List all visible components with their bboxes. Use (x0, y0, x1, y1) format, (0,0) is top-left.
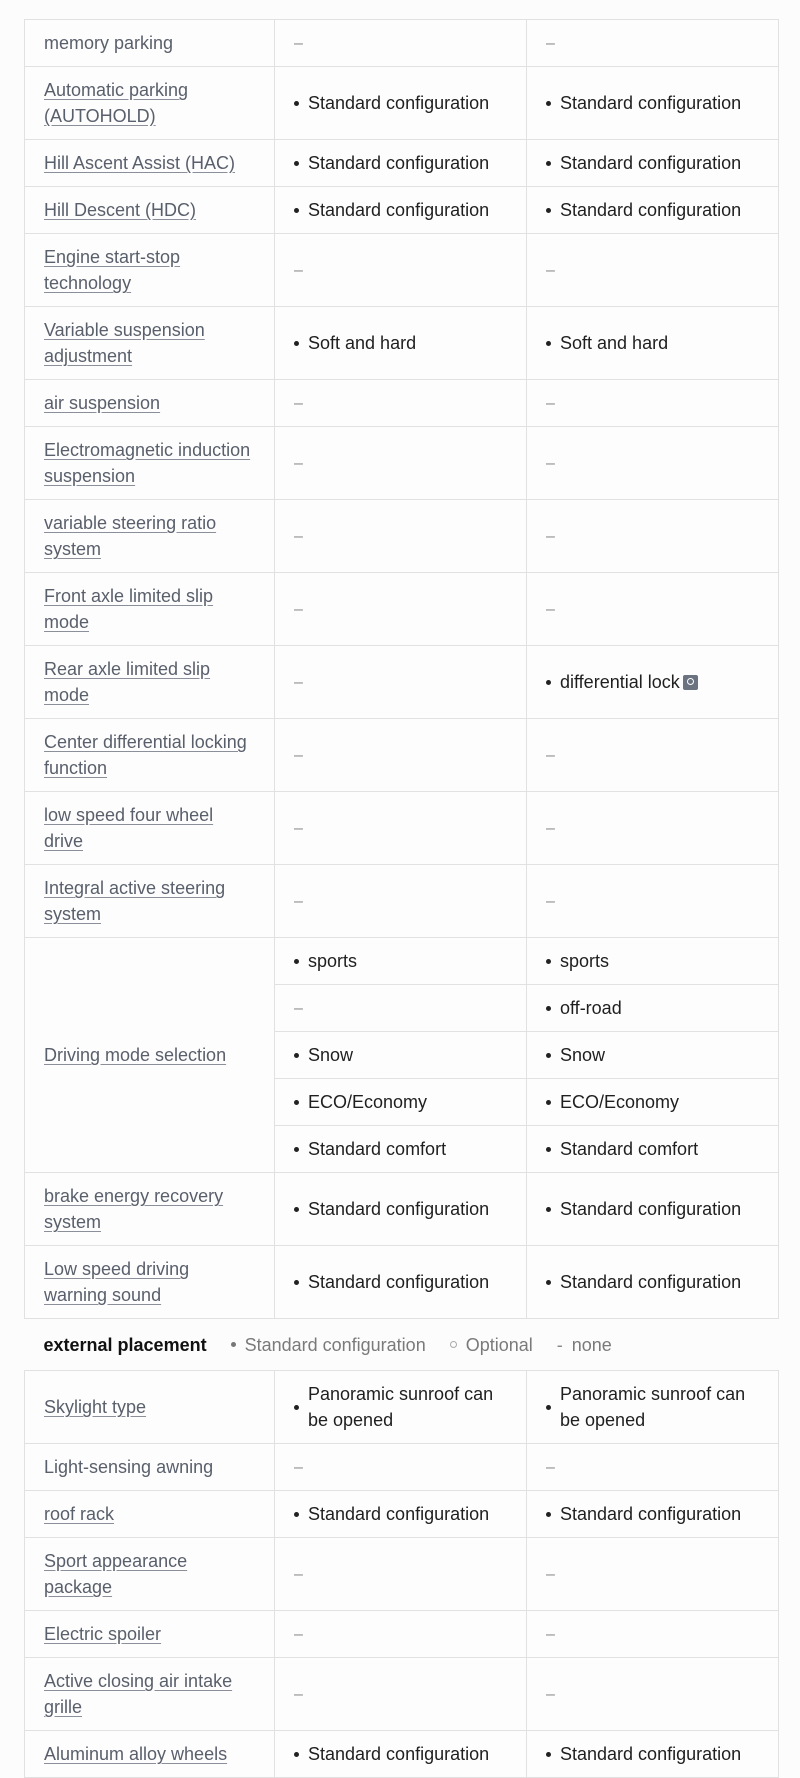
feature-name-cell (25, 1371, 275, 1444)
feature-value-cell (527, 140, 779, 187)
optional-circle-icon (450, 1341, 457, 1348)
feature-value-cell (275, 1246, 527, 1319)
none-dash: – (546, 1686, 555, 1703)
feature-value-cell (527, 20, 779, 67)
value-text: Soft and hard (560, 333, 669, 353)
feature-value-cell (527, 307, 779, 380)
section-title: external placement (43, 1334, 207, 1355)
legend-label: Standard configuration (244, 1334, 426, 1355)
standard-bullet-icon (294, 208, 299, 213)
feature-value-cell (527, 646, 779, 719)
table-row (25, 20, 779, 67)
feature-name-cell (25, 427, 275, 500)
standard-bullet-icon (294, 101, 299, 106)
feature-value-cell (275, 646, 527, 719)
feature-name-link[interactable]: Engine start-stop technology (44, 247, 181, 293)
value-text: sports (308, 951, 358, 971)
feature-value-cell (275, 140, 527, 187)
feature-name-cell (25, 1444, 275, 1491)
standard-bullet-icon (546, 680, 551, 685)
none-dash: – (546, 1626, 555, 1643)
standard-bullet-icon (294, 1207, 299, 1212)
feature-name-link[interactable]: Low speed driving warning sound (44, 1259, 190, 1305)
value-item (546, 1501, 759, 1527)
table-row (25, 307, 779, 380)
feature-value-cell (275, 1032, 527, 1079)
none-dash: – (546, 35, 555, 52)
feature-value-cell (275, 865, 527, 938)
feature-value-cell (527, 792, 779, 865)
feature-name-cell (25, 1731, 275, 1778)
none-dash: – (546, 262, 555, 279)
feature-name-cell (25, 187, 275, 234)
feature-value-cell (527, 427, 779, 500)
legend-label: Optional (465, 1334, 533, 1355)
table-row (25, 719, 779, 792)
feature-name-cell (25, 1173, 275, 1246)
standard-bullet-icon (546, 341, 551, 346)
value-item (546, 1269, 759, 1295)
feature-value-cell (275, 719, 527, 792)
value-text: Standard configuration (308, 1272, 490, 1292)
standard-bullet-icon (546, 959, 551, 964)
feature-name-cell (25, 1611, 275, 1658)
feature-name-cell (25, 234, 275, 307)
value-item (546, 1042, 759, 1068)
value-text: Panoramic sunroof can be opened (308, 1384, 494, 1430)
standard-bullet-icon (294, 1100, 299, 1105)
feature-name-link[interactable]: Skylight type (44, 1397, 147, 1417)
none-dash: – (546, 1459, 555, 1476)
value-item (294, 1741, 507, 1767)
none-dash: – (294, 1000, 303, 1017)
feature-name-cell (25, 1491, 275, 1538)
feature-value-cell (275, 380, 527, 427)
feature-value-cell (527, 1246, 779, 1319)
feature-name-link[interactable]: Variable suspension adjustment (44, 320, 205, 366)
feature-name-cell (25, 938, 275, 1173)
value-text: Standard configuration (308, 1199, 490, 1219)
standard-bullet-icon (294, 1053, 299, 1058)
value-item (294, 197, 507, 223)
feature-value-cell (275, 187, 527, 234)
feature-name-link[interactable]: low speed four wheel drive (44, 805, 214, 851)
feature-value-cell (275, 1371, 527, 1444)
table-row (25, 234, 779, 307)
standard-bullet-icon (546, 1207, 551, 1212)
none-dash: – (294, 1686, 303, 1703)
feature-name-link[interactable]: Automatic parking (AUTOHOLD) (44, 80, 189, 126)
value-text: Snow (308, 1045, 354, 1065)
none-dash: – (294, 395, 303, 412)
value-text: Standard comfort (560, 1139, 699, 1159)
standard-bullet-icon (546, 208, 551, 213)
feature-name-link[interactable]: Integral active steering system (44, 878, 226, 924)
none-dash: – (294, 674, 303, 691)
value-text: Standard configuration (308, 153, 490, 173)
feature-name-link[interactable]: air suspension (44, 393, 161, 413)
table-row (25, 1611, 779, 1658)
value-text: Standard configuration (308, 1504, 490, 1524)
table-row (25, 67, 779, 140)
feature-value-cell (275, 1491, 527, 1538)
feature-name-cell (25, 1246, 275, 1319)
feature-value-cell (275, 1444, 527, 1491)
value-item (546, 1741, 759, 1767)
value-text: ECO/Economy (560, 1092, 680, 1112)
feature-value-cell (527, 1126, 779, 1173)
feature-name-link[interactable]: Front axle limited slip mode (44, 586, 214, 632)
table-row (25, 140, 779, 187)
feature-value-cell (527, 985, 779, 1032)
feature-value-cell (275, 573, 527, 646)
feature-value-cell (527, 573, 779, 646)
legend-optional (450, 1332, 533, 1358)
value-item (546, 1196, 759, 1222)
spec-table (24, 19, 779, 1778)
value-text: Standard configuration (560, 1504, 742, 1524)
value-item (294, 1381, 507, 1433)
feature-value-cell (527, 1032, 779, 1079)
value-text: Soft and hard (308, 333, 417, 353)
feature-value-cell (527, 1491, 779, 1538)
feature-name-link[interactable]: brake energy recovery system (44, 1186, 224, 1232)
feature-name-cell (25, 380, 275, 427)
none-dash: – (294, 528, 303, 545)
none-dash: – (294, 1566, 303, 1583)
value-text: Standard configuration (308, 200, 490, 220)
feature-value-cell (275, 1658, 527, 1731)
feature-name-cell (25, 1538, 275, 1611)
none-dash: – (546, 1566, 555, 1583)
feature-name-link[interactable]: Hill Ascent Assist (HAC) (44, 153, 236, 173)
table-row (25, 1173, 779, 1246)
none-dash: – (294, 262, 303, 279)
feature-name-link[interactable]: Sport appearance package (44, 1551, 188, 1597)
feature-value-cell (275, 67, 527, 140)
feature-name-link[interactable]: Electromagnetic induction suspension (44, 440, 251, 486)
standard-bullet-icon (546, 101, 551, 106)
feature-value-cell (527, 1444, 779, 1491)
feature-name-cell (25, 500, 275, 573)
value-item (294, 1269, 507, 1295)
value-item (294, 1042, 507, 1068)
value-item (546, 948, 759, 974)
table-row (25, 865, 779, 938)
feature-name-cell (25, 792, 275, 865)
standard-bullet-icon (294, 341, 299, 346)
value-text: differential lock (560, 672, 680, 692)
value-item (294, 1501, 507, 1527)
none-dash: – (546, 820, 555, 837)
standard-bullet-icon (294, 1752, 299, 1757)
feature-value-cell (275, 1126, 527, 1173)
table-row (25, 380, 779, 427)
feature-value-cell (275, 307, 527, 380)
feature-name-link[interactable]: roof rack (44, 1504, 115, 1524)
feature-value-cell (527, 1611, 779, 1658)
value-item (294, 1136, 507, 1162)
table-row (25, 1371, 779, 1444)
feature-name-cell (25, 307, 275, 380)
feature-value-cell (527, 1173, 779, 1246)
none-dash: – (294, 1459, 303, 1476)
value-text: Snow (560, 1045, 606, 1065)
feature-name-label: Light-sensing awning (44, 1457, 214, 1477)
value-text: Standard configuration (560, 1744, 742, 1764)
feature-name-cell (25, 719, 275, 792)
feature-value-cell (275, 427, 527, 500)
table-row (25, 1731, 779, 1778)
value-item (546, 1089, 759, 1115)
value-item (294, 150, 507, 176)
none-dash: – (294, 601, 303, 618)
feature-value-cell (527, 500, 779, 573)
table-row (25, 646, 779, 719)
feature-value-cell (527, 234, 779, 307)
feature-name-link[interactable]: Hill Descent (HDC) (44, 200, 197, 220)
section-header-cell (25, 1319, 779, 1371)
table-row (25, 500, 779, 573)
standard-bullet-icon (546, 1512, 551, 1517)
value-text: sports (560, 951, 610, 971)
value-item (294, 90, 507, 116)
value-text: Standard configuration (560, 200, 742, 220)
feature-value-cell (275, 792, 527, 865)
value-item (546, 90, 759, 116)
value-text: off-road (560, 998, 622, 1018)
none-dash: – (294, 35, 303, 52)
legend-label: none (571, 1334, 612, 1355)
feature-name-cell (25, 646, 275, 719)
standard-bullet-icon (546, 1147, 551, 1152)
value-text: Standard configuration (560, 1199, 742, 1219)
standard-bullet-icon (294, 959, 299, 964)
value-item (546, 150, 759, 176)
value-text: Standard configuration (560, 153, 742, 173)
value-item (546, 197, 759, 223)
feature-value-cell (527, 1731, 779, 1778)
table-row (25, 1444, 779, 1491)
table-row (25, 427, 779, 500)
feature-value-cell (527, 719, 779, 792)
table-row (25, 792, 779, 865)
value-text: Standard comfort (308, 1139, 447, 1159)
feature-value-cell (527, 187, 779, 234)
feature-value-cell (275, 20, 527, 67)
table-row (25, 187, 779, 234)
value-text: ECO/Economy (308, 1092, 428, 1112)
value-text: Standard configuration (560, 93, 742, 113)
standard-bullet-icon (294, 161, 299, 166)
standard-bullet-icon (546, 1280, 551, 1285)
feature-value-cell (275, 1173, 527, 1246)
legend-standard (231, 1332, 426, 1358)
feature-name-cell (25, 1658, 275, 1731)
value-text: Standard configuration (560, 1272, 742, 1292)
section-header (44, 1332, 760, 1358)
feature-name-link[interactable]: Aluminum alloy wheels (44, 1744, 228, 1764)
none-dash: – (546, 893, 555, 910)
value-text: Standard configuration (308, 1744, 490, 1764)
feature-name-link[interactable]: Active closing air intake grille (44, 1671, 233, 1717)
feature-name-link[interactable]: Electric spoiler (44, 1624, 162, 1644)
feature-name-cell (25, 20, 275, 67)
table-row (25, 1491, 779, 1538)
feature-name-link[interactable]: Center differential locking function (44, 732, 247, 778)
none-dash: – (546, 455, 555, 472)
standard-bullet-icon (546, 1405, 551, 1410)
none-dash: – (294, 455, 303, 472)
feature-value-cell (275, 985, 527, 1032)
none-dash: – (546, 601, 555, 618)
standard-bullet-icon (294, 1405, 299, 1410)
feature-name-cell (25, 67, 275, 140)
feature-name-link[interactable]: Driving mode selection (44, 1045, 227, 1065)
feature-value-cell (527, 938, 779, 985)
none-dash-icon: - (556, 1334, 563, 1355)
feature-value-cell (275, 234, 527, 307)
standard-bullet-icon (546, 1053, 551, 1058)
feature-value-cell (527, 380, 779, 427)
feature-value-cell (275, 938, 527, 985)
value-item (546, 1136, 759, 1162)
standard-bullet-icon (546, 1752, 551, 1757)
feature-name-cell (25, 865, 275, 938)
table-row (25, 1538, 779, 1611)
value-item (546, 995, 759, 1021)
none-dash: – (546, 747, 555, 764)
table-row (25, 1658, 779, 1731)
none-dash: – (294, 820, 303, 837)
value-item (294, 1196, 507, 1222)
value-item (546, 669, 759, 695)
none-dash: – (546, 528, 555, 545)
value-text: Standard configuration (308, 93, 490, 113)
spec-table-container (24, 19, 778, 1778)
legend-none (557, 1332, 612, 1358)
feature-value-cell (275, 1079, 527, 1126)
feature-value-cell (275, 1538, 527, 1611)
feature-name-cell (25, 140, 275, 187)
feature-value-cell (527, 1538, 779, 1611)
none-dash: – (294, 1626, 303, 1643)
standard-bullet-icon (294, 1147, 299, 1152)
value-text: Panoramic sunroof can be opened (560, 1384, 746, 1430)
feature-value-cell (275, 1731, 527, 1778)
feature-value-cell (275, 1611, 527, 1658)
feature-value-cell (527, 1079, 779, 1126)
value-item (294, 330, 507, 356)
standard-bullet-icon (231, 1342, 236, 1347)
value-item (546, 330, 759, 356)
standard-bullet-icon (546, 1006, 551, 1011)
standard-bullet-icon (546, 161, 551, 166)
search-icon[interactable] (683, 675, 698, 690)
table-row (25, 573, 779, 646)
none-dash: – (294, 747, 303, 764)
none-dash: – (546, 395, 555, 412)
table-row (25, 1246, 779, 1319)
standard-bullet-icon (294, 1280, 299, 1285)
table-row (25, 938, 779, 985)
value-item (294, 1089, 507, 1115)
section-header-row (25, 1319, 779, 1371)
feature-name-link[interactable]: Rear axle limited slip mode (44, 659, 211, 705)
feature-value-cell (527, 865, 779, 938)
standard-bullet-icon (294, 1512, 299, 1517)
feature-name-link[interactable]: variable steering ratio system (44, 513, 217, 559)
none-dash: – (294, 893, 303, 910)
feature-value-cell (527, 1371, 779, 1444)
feature-value-cell (275, 500, 527, 573)
value-item (294, 948, 507, 974)
feature-value-cell (527, 67, 779, 140)
standard-bullet-icon (546, 1100, 551, 1105)
feature-name-cell (25, 573, 275, 646)
feature-name-label: memory parking (44, 33, 174, 53)
feature-value-cell (527, 1658, 779, 1731)
value-item (546, 1381, 759, 1433)
